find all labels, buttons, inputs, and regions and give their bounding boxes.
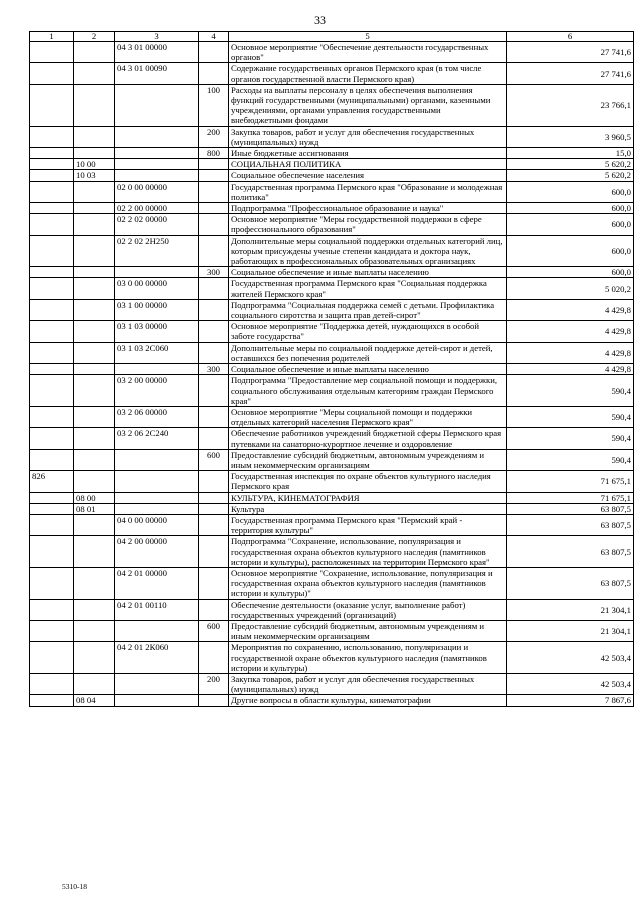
table-row [30, 599, 634, 620]
item-name-cell: Содержание государственных органов Пермского края (в том числе органов государственной власти Пермского края) [229, 63, 507, 84]
amount-cell: 42 503,4 [507, 673, 634, 694]
table-row [30, 514, 634, 535]
table-row [30, 126, 634, 147]
expense-type-cell [199, 203, 229, 214]
amount-cell: 590,4 [507, 406, 634, 427]
target-article-cell: 03 1 03 00000 [115, 321, 199, 342]
target-article-cell [115, 503, 199, 514]
target-article-cell: 04 2 00 00000 [115, 536, 199, 568]
expense-type-cell [199, 599, 229, 620]
header-col-1: 1 [30, 32, 74, 42]
table-row [30, 471, 634, 492]
section-code-cell [74, 599, 115, 620]
section-code-cell: 08 04 [74, 695, 115, 706]
target-article-cell: 04 3 01 00000 [115, 42, 199, 63]
expense-type-cell [199, 42, 229, 63]
table-row [30, 342, 634, 363]
budget-table [29, 31, 634, 707]
item-name-cell: Обеспечение деятельности (оказание услуг, выполнение работ) государственных учреждений (организаций) [229, 599, 507, 620]
target-article-cell [115, 364, 199, 375]
target-article-cell [115, 148, 199, 159]
amount-cell: 590,4 [507, 449, 634, 470]
item-name-cell: Государственная программа Пермского края "Образование и молодежная политика" [229, 181, 507, 202]
expense-type-cell: 200 [199, 673, 229, 694]
ministry-code-cell [30, 342, 74, 363]
expense-type-cell [199, 342, 229, 363]
amount-cell: 600,0 [507, 214, 634, 235]
item-name-cell: Основное мероприятие "Обеспечение деятельности государственных органов" [229, 42, 507, 63]
expense-type-cell [199, 299, 229, 320]
amount-cell: 600,0 [507, 203, 634, 214]
ministry-code-cell [30, 203, 74, 214]
item-name-cell: Подпрограмма "Профессиональное образование и наука" [229, 203, 507, 214]
section-code-cell [74, 449, 115, 470]
expense-type-cell [199, 492, 229, 503]
item-name-cell: Культура [229, 503, 507, 514]
expense-type-cell [199, 567, 229, 599]
ministry-code-cell [30, 214, 74, 235]
target-article-cell [115, 492, 199, 503]
ministry-code-cell [30, 42, 74, 63]
amount-cell: 3 960,5 [507, 126, 634, 147]
amount-cell: 63 807,5 [507, 503, 634, 514]
expense-type-cell: 200 [199, 126, 229, 147]
table-row [30, 620, 634, 641]
table-row [30, 148, 634, 159]
target-article-cell: 03 2 06 2С240 [115, 428, 199, 449]
ministry-code-cell [30, 267, 74, 278]
amount-cell: 15,0 [507, 148, 634, 159]
header-col-4: 4 [199, 32, 229, 42]
target-article-cell: 03 0 00 00000 [115, 278, 199, 299]
section-code-cell [74, 278, 115, 299]
amount-cell: 7 867,6 [507, 695, 634, 706]
expense-type-cell [199, 514, 229, 535]
target-article-cell [115, 267, 199, 278]
item-name-cell: Государственная программа Пермского края "Социальная поддержка жителей Пермского края" [229, 278, 507, 299]
section-code-cell [74, 267, 115, 278]
target-article-cell: 02 2 02 2Н250 [115, 235, 199, 267]
item-name-cell: Предоставление субсидий бюджетным, автономным учреждениям и иным некоммерческим организациям [229, 449, 507, 470]
section-code-cell [74, 203, 115, 214]
expense-type-cell [199, 536, 229, 568]
section-code-cell [74, 620, 115, 641]
amount-cell: 5 620,2 [507, 170, 634, 181]
amount-cell: 63 807,5 [507, 567, 634, 599]
target-article-cell [115, 159, 199, 170]
ministry-code-cell [30, 278, 74, 299]
header-col-5: 5 [229, 32, 507, 42]
expense-type-cell [199, 695, 229, 706]
section-code-cell: 08 00 [74, 492, 115, 503]
item-name-cell: Предоставление субсидий бюджетным, автономным учреждениям и иным некоммерческим организациям [229, 620, 507, 641]
amount-cell: 63 807,5 [507, 536, 634, 568]
target-article-cell [115, 170, 199, 181]
section-code-cell [74, 567, 115, 599]
header-col-6: 6 [507, 32, 634, 42]
section-code-cell [74, 126, 115, 147]
amount-cell: 23 766,1 [507, 84, 634, 126]
section-code-cell [74, 299, 115, 320]
ministry-code-cell [30, 181, 74, 202]
table-row [30, 695, 634, 706]
expense-type-cell [199, 159, 229, 170]
target-article-cell: 02 2 02 00000 [115, 214, 199, 235]
target-article-cell: 04 2 01 00000 [115, 567, 199, 599]
section-code-cell [74, 342, 115, 363]
amount-cell: 21 304,1 [507, 599, 634, 620]
item-name-cell: Мероприятия по сохранению, использованию, популяризации и государственной охране объектов культурного наследия (памятников истории и культуры) [229, 642, 507, 674]
section-code-cell [74, 84, 115, 126]
footer-code: 5310-18 [62, 882, 87, 891]
amount-cell: 590,4 [507, 428, 634, 449]
item-name-cell: Расходы на выплаты персоналу в целях обеспечения выполнения функций государственными (муниципальными) органами, казенными учреждениями, органами управления государственными внебюджетными фондами [229, 84, 507, 126]
ministry-code-cell [30, 235, 74, 267]
page-number: 33 [314, 13, 326, 27]
ministry-code-cell [30, 503, 74, 514]
item-name-cell: Подпрограмма "Сохранение, использование, популяризация и государственная охрана объектов культурного наследия (памятников истории и культуры), расположенных на территории Пермского края" [229, 536, 507, 568]
item-name-cell: Подпрограмма "Предоставление мер социальной помощи и поддержки, социального обслуживания отдельным категориям граждан Пермского края" [229, 375, 507, 407]
header-col-3: 3 [115, 32, 199, 42]
ministry-code-cell [30, 492, 74, 503]
ministry-code-cell [30, 695, 74, 706]
ministry-code-cell [30, 126, 74, 147]
expense-type-cell [199, 181, 229, 202]
target-article-cell [115, 126, 199, 147]
table-row [30, 299, 634, 320]
table-row [30, 203, 634, 214]
section-code-cell [74, 63, 115, 84]
amount-cell: 21 304,1 [507, 620, 634, 641]
amount-cell: 5 020,2 [507, 278, 634, 299]
table-row [30, 267, 634, 278]
header-col-2: 2 [74, 32, 115, 42]
item-name-cell: Государственная инспекция по охране объектов культурного наследия Пермского края [229, 471, 507, 492]
table-row [30, 364, 634, 375]
table-row [30, 642, 634, 674]
section-code-cell: 10 00 [74, 159, 115, 170]
expense-type-cell [199, 63, 229, 84]
ministry-code-cell [30, 170, 74, 181]
target-article-cell: 02 0 00 00000 [115, 181, 199, 202]
section-code-cell [74, 181, 115, 202]
table-body [30, 42, 634, 707]
section-code-cell [74, 536, 115, 568]
target-article-cell [115, 84, 199, 126]
expense-type-cell: 300 [199, 364, 229, 375]
expense-type-cell [199, 471, 229, 492]
table-row [30, 375, 634, 407]
amount-cell: 63 807,5 [507, 514, 634, 535]
section-code-cell [74, 514, 115, 535]
expense-type-cell: 600 [199, 620, 229, 641]
ministry-code-cell [30, 620, 74, 641]
expense-type-cell: 600 [199, 449, 229, 470]
item-name-cell: СОЦИАЛЬНАЯ ПОЛИТИКА [229, 159, 507, 170]
item-name-cell: Подпрограмма "Социальная поддержка семей с детьми. Профилактика социального сиротства и защита прав детей-сирот" [229, 299, 507, 320]
section-code-cell [74, 321, 115, 342]
expense-type-cell: 800 [199, 148, 229, 159]
item-name-cell: КУЛЬТУРА, КИНЕМАТОГРАФИЯ [229, 492, 507, 503]
table-row [30, 170, 634, 181]
target-article-cell: 04 0 00 00000 [115, 514, 199, 535]
section-code-cell [74, 406, 115, 427]
expense-type-cell [199, 235, 229, 267]
item-name-cell: Дополнительные меры по социальной поддержке детей-сирот и детей, оставшихся без попечения родителей [229, 342, 507, 363]
ministry-code-cell [30, 148, 74, 159]
table-row [30, 84, 634, 126]
amount-cell: 600,0 [507, 267, 634, 278]
target-article-cell: 03 1 03 2С060 [115, 342, 199, 363]
table-row [30, 42, 634, 63]
amount-cell: 42 503,4 [507, 642, 634, 674]
target-article-cell [115, 695, 199, 706]
ministry-code-cell [30, 673, 74, 694]
amount-cell: 4 429,8 [507, 364, 634, 375]
item-name-cell: Основное мероприятие "Меры государственной поддержки в сфере профессионального образования" [229, 214, 507, 235]
item-name-cell: Основное мероприятие "Меры социальной помощи и поддержки отдельных категорий населения Пермского края" [229, 406, 507, 427]
table-row [30, 63, 634, 84]
amount-cell: 600,0 [507, 181, 634, 202]
table-row [30, 567, 634, 599]
amount-cell: 27 741,6 [507, 63, 634, 84]
target-article-cell: 03 2 00 00000 [115, 375, 199, 407]
ministry-code-cell [30, 642, 74, 674]
table-row [30, 406, 634, 427]
amount-cell: 4 429,8 [507, 342, 634, 363]
amount-cell: 4 429,8 [507, 321, 634, 342]
ministry-code-cell [30, 514, 74, 535]
item-name-cell: Основное мероприятие "Сохранение, использование, популяризация и государственная охрана объектов культурного наследия (памятников истории и культуры)" [229, 567, 507, 599]
expense-type-cell: 100 [199, 84, 229, 126]
ministry-code-cell [30, 449, 74, 470]
table-row [30, 159, 634, 170]
ministry-code-cell [30, 536, 74, 568]
expense-type-cell [199, 170, 229, 181]
section-code-cell [74, 642, 115, 674]
amount-cell: 71 675,1 [507, 471, 634, 492]
target-article-cell: 04 2 01 00110 [115, 599, 199, 620]
section-code-cell [74, 214, 115, 235]
ministry-code-cell [30, 63, 74, 84]
item-name-cell: Социальное обеспечение и иные выплаты населению [229, 267, 507, 278]
table-row [30, 321, 634, 342]
target-article-cell [115, 471, 199, 492]
table-row [30, 503, 634, 514]
amount-cell: 600,0 [507, 235, 634, 267]
table-row [30, 492, 634, 503]
target-article-cell: 03 2 06 00000 [115, 406, 199, 427]
item-name-cell: Дополнительные меры социальной поддержки отдельных категорий лиц, которым присуждены ученые степени кандидата и доктора наук, работающих в профессиональных образовательных организациях [229, 235, 507, 267]
amount-cell: 5 620,2 [507, 159, 634, 170]
expense-type-cell [199, 428, 229, 449]
target-article-cell: 02 2 00 00000 [115, 203, 199, 214]
table-row [30, 428, 634, 449]
table-row [30, 181, 634, 202]
table-row [30, 278, 634, 299]
section-code-cell [74, 235, 115, 267]
table-row [30, 214, 634, 235]
expense-type-cell [199, 321, 229, 342]
table-row [30, 235, 634, 267]
ministry-code-cell [30, 321, 74, 342]
item-name-cell: Обеспечение работников учреждений бюджетной сферы Пермского края путевками на санаторно-курортное лечение и оздоровление [229, 428, 507, 449]
ministry-code-cell [30, 299, 74, 320]
target-article-cell: 03 1 00 00000 [115, 299, 199, 320]
item-name-cell: Иные бюджетные ассигнования [229, 148, 507, 159]
target-article-cell [115, 620, 199, 641]
expense-type-cell [199, 278, 229, 299]
ministry-code-cell [30, 428, 74, 449]
ministry-code-cell [30, 567, 74, 599]
expense-type-cell [199, 642, 229, 674]
expense-type-cell [199, 375, 229, 407]
target-article-cell: 04 2 01 2К060 [115, 642, 199, 674]
table-row [30, 449, 634, 470]
item-name-cell: Основное мероприятие "Поддержка детей, нуждающихся в особой заботе государства" [229, 321, 507, 342]
ministry-code-cell [30, 375, 74, 407]
amount-cell: 590,4 [507, 375, 634, 407]
ministry-code-cell [30, 84, 74, 126]
target-article-cell [115, 673, 199, 694]
ministry-code-cell [30, 364, 74, 375]
amount-cell: 71 675,1 [507, 492, 634, 503]
section-code-cell: 08 01 [74, 503, 115, 514]
section-code-cell [74, 375, 115, 407]
section-code-cell [74, 148, 115, 159]
table-row [30, 536, 634, 568]
ministry-code-cell [30, 406, 74, 427]
section-code-cell [74, 364, 115, 375]
expense-type-cell [199, 214, 229, 235]
item-name-cell: Социальное обеспечение и иные выплаты населению [229, 364, 507, 375]
section-code-cell [74, 673, 115, 694]
ministry-code-cell [30, 599, 74, 620]
section-code-cell [74, 471, 115, 492]
item-name-cell: Социальное обеспечение населения [229, 170, 507, 181]
ministry-code-cell: 826 [30, 471, 74, 492]
section-code-cell [74, 428, 115, 449]
expense-type-cell [199, 406, 229, 427]
section-code-cell: 10 03 [74, 170, 115, 181]
expense-type-cell: 300 [199, 267, 229, 278]
ministry-code-cell [30, 159, 74, 170]
item-name-cell: Государственная программа Пермского края "Пермский край - территория культуры" [229, 514, 507, 535]
section-code-cell [74, 42, 115, 63]
target-article-cell: 04 3 01 00090 [115, 63, 199, 84]
table-header-row [30, 32, 634, 42]
amount-cell: 27 741,6 [507, 42, 634, 63]
target-article-cell [115, 449, 199, 470]
item-name-cell: Другие вопросы в области культуры, кинематографии [229, 695, 507, 706]
item-name-cell: Закупка товаров, работ и услуг для обеспечения государственных (муниципальных) нужд [229, 673, 507, 694]
item-name-cell: Закупка товаров, работ и услуг для обеспечения государственных (муниципальных) нужд [229, 126, 507, 147]
amount-cell: 4 429,8 [507, 299, 634, 320]
table-row [30, 673, 634, 694]
expense-type-cell [199, 503, 229, 514]
